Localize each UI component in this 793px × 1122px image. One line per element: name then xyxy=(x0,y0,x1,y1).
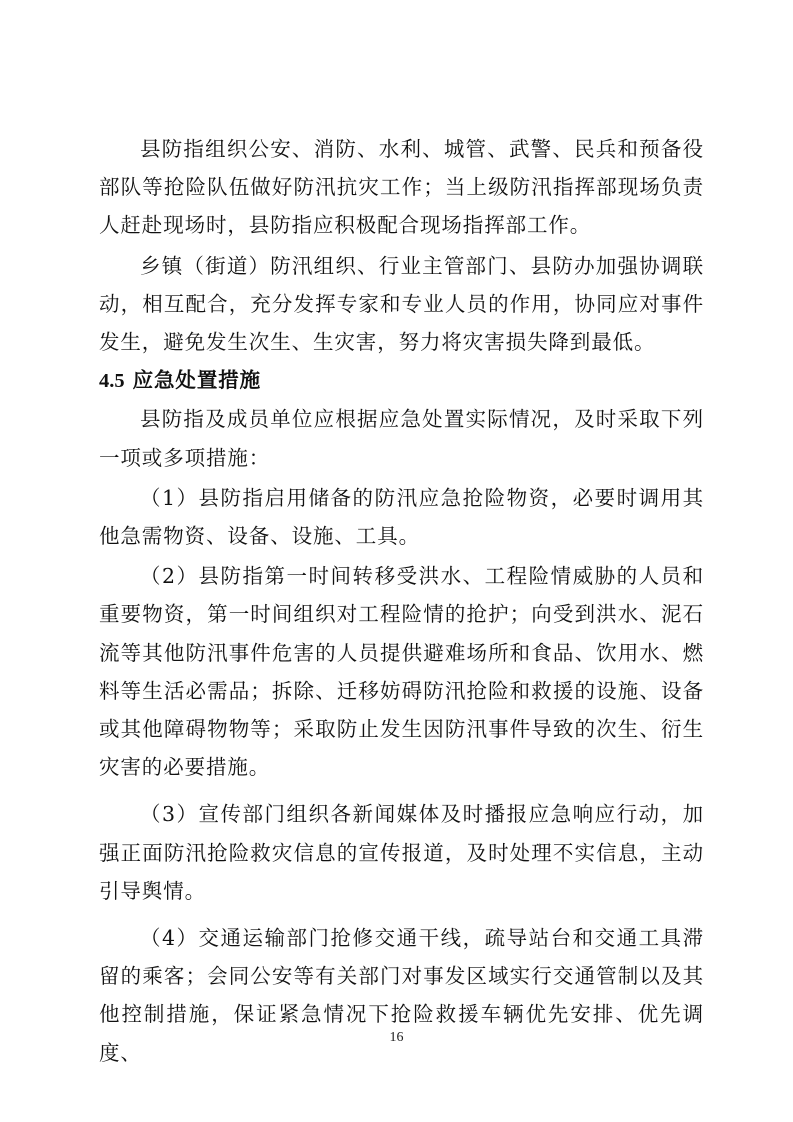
paragraph-command-coordination: 县防指组织公安、消防、水利、城管、武警、民兵和预备役部队等抢险队伍做好防汛抗灾工作；当上级防汛指挥部现场负责人赶赴现场时，县防指应积极配合现场指挥部工作。 xyxy=(99,137,704,238)
section-title: 应急处置措施 xyxy=(132,368,262,393)
paragraph-measures-intro: 县防指及成员单位应根据应急处置实际情况，及时采取下列一项或多项措施： xyxy=(99,407,704,470)
section-heading xyxy=(99,361,704,400)
paragraph-measure-2: （2）县防指第一时间转移受洪水、工程险情威胁的人员和重要物资，第一时间组织对工程险情的抢护；向受到洪水、泥石流等其他防汛事件危害的人员提供避难场所和食品、饮用水、燃料等生活必需品；拆除、迁移妨碍防汛抢险和救援的设施、设备或其他障碍物物等；采取防止发生因防汛事件导致的次生、衍生灾害的必要措施。 xyxy=(99,564,704,780)
section-number: 4.5 xyxy=(99,370,125,393)
paragraph-measure-3: （3）宣传部门组织各新闻媒体及时播报应急响应行动，加强正面防汛抢险救灾信息的宣传报道，及时处理不实信息，主动引导舆情。 xyxy=(99,802,704,903)
document-page xyxy=(99,130,704,1072)
paragraph-measure-4: （4）交通运输部门抢修交通干线，疏导站台和交通工具滞留的乘客；会同公安等有关部门对事发区域实行交通管制以及其他控制措施，保证紧急情况下抢险救援车辆优先安排、优先调度、 xyxy=(99,926,704,1065)
page-number: 16 xyxy=(389,1030,404,1045)
paragraph-measure-1: （1）县防指启用储备的防汛应急抢险物资，必要时调用其他急需物资、设备、设施、工具。 xyxy=(99,485,704,549)
paragraph-joint-response: 乡镇（街道）防汛组织、行业主管部门、县防办加强协调联动，相互配合，充分发挥专家和专业人员的作用，协同应对事件发生，避免发生次生、生灾害，努力将灾害损失降到最低。 xyxy=(99,253,704,355)
